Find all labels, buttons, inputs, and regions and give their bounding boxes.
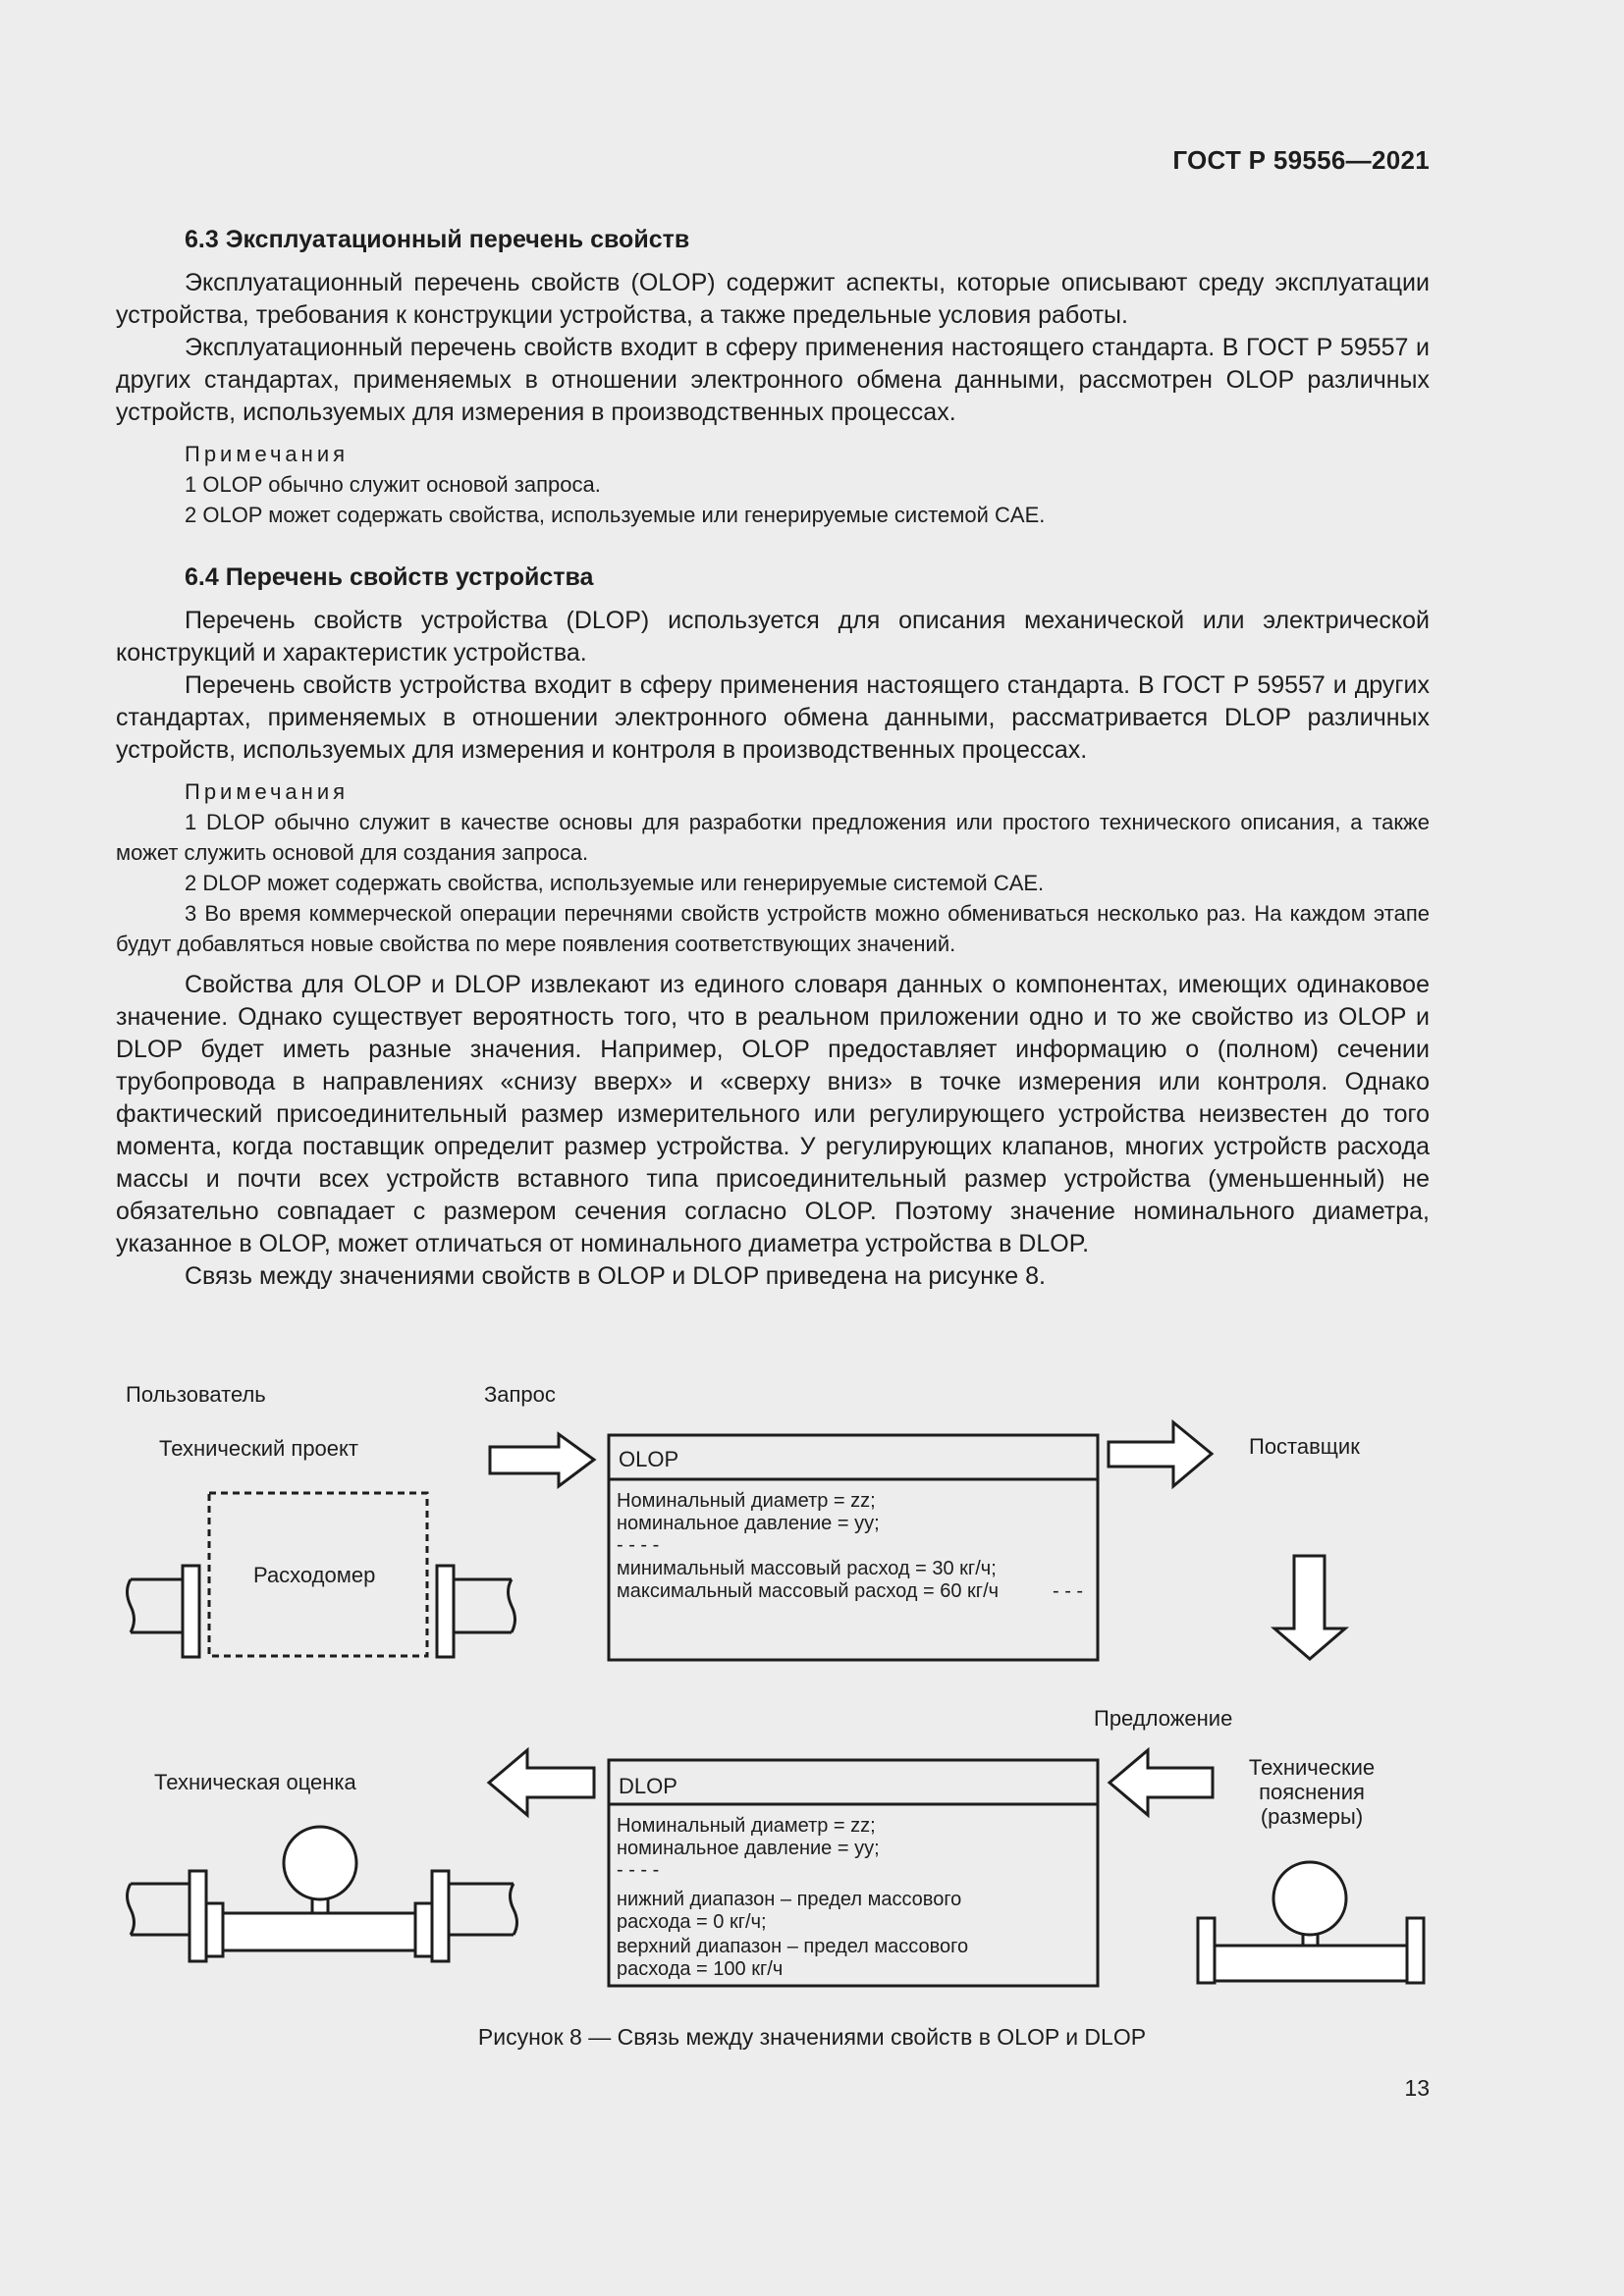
olop-line: максимальный массовый расход = 60 кг/ч [617,1580,1000,1602]
olop-line: минимальный массовый расход = 30 кг/ч; [617,1558,997,1579]
section-6-4-title: 6.4 Перечень свойств устройства [185,563,594,591]
tech-eval-label: Техническая оценка [154,1770,356,1794]
dlop-line: номинальное давление = yy; [617,1838,880,1859]
figure-8 [0,1364,1624,2071]
arrow-right-icon [1109,1422,1212,1486]
notes-heading: Примечания [185,442,350,466]
tech-project-label: Технический проект [159,1436,358,1461]
user-label: Пользователь [126,1382,266,1407]
note-item: 1 DLOP обычно служит в качестве основы для разработки предложения или простого технического описания, а также может служить основой для создания запроса. [116,810,1430,865]
supplier-label: Поставщик [1249,1434,1360,1459]
tech-notes-label: пояснения [1259,1780,1365,1804]
main-text [116,222,1430,1293]
document-code: ГОСТ Р 59556—2021 [1172,145,1430,175]
dlop-line: верхний диапазон – предел массового [617,1936,969,1957]
page-number: 13 [1404,2075,1430,2101]
note-item: 2 DLOP может содержать свойства, используемые или генерируемые системой CAE. [185,871,1045,895]
paragraph: Эксплуатационный перечень свойств входит в сферу применения настоящего стандарта. В ГОСТ Р 59557 и других стандартах, применяемых в отношении электронного обмена данными, рассмотрен OLOP различных устройств, используемых для измерения в производственных процессах. [116,334,1430,426]
notes-block [116,776,1430,959]
note-item: 2 OLOP может содержать свойства, используемые или генерируемые системой CAE. [185,503,1046,527]
arrow-down-icon [1274,1556,1345,1659]
paragraph: Связь между значениями свойств в OLOP и DLOP приведена на рисунке 8. [185,1262,1046,1290]
note-item: 3 Во время коммерческой операции перечнями свойств устройств можно обмениваться несколько раз. На каждом этапе будут добавляться новые свойства по мере появления соответствующих значений. [116,901,1430,956]
olop-line: Номинальный диаметр = zz; [617,1490,876,1512]
note-item: 1 OLOP обычно служит основой запроса. [185,472,601,497]
dlop-line: расхода = 100 кг/ч [617,1958,784,1980]
paragraph: Свойства для OLOP и DLOP извлекают из единого словаря данных о компонентах, имеющих одинаковое значение. Однако существует вероятность того, что в реальном приложении одно и то же свойство из OLOP и DLOP будет иметь разные значения. Например, OLOP предоставляет информацию о (полном) сечении трубопровода в направлениях «снизу вверх» и «сверху вниз» в точке измерения или контроля. Однако фактический присоединительный размер измерительного или регулирующего устройства неизвестен до того момента, когда поставщик определит размер устройства. У регулирующих клапанов, многих устройств расхода массы и почти всех устройств вставного типа присоединительный размер устройства (уменьшенный) не обязательно совпадает с размером сечения согласно OLOP. Поэтому значение номинального диаметра, указанное в OLOP, может отличаться от номинального диаметра устройства в DLOP. [116,971,1430,1257]
paragraph: Перечень свойств устройства (DLOP) используется для описания механической или электрической конструкций и характеристик устройства. [116,607,1430,667]
olop-line: номинальное давление = yy; [617,1513,880,1534]
arrow-left-icon [1110,1750,1213,1815]
tech-notes-label: Технические [1248,1755,1376,1780]
arrow-left-icon [489,1750,594,1815]
offer-label: Предложение [1094,1706,1233,1731]
arrow-right-icon [490,1434,594,1486]
dlop-line: нижний диапазон – предел массового [617,1889,962,1910]
notes-heading: Примечания [185,779,350,804]
section-6-3-title: 6.3 Эксплуатационный перечень свойств [185,226,690,253]
dlop-line: - - - - [617,1859,660,1881]
paragraph: Эксплуатационный перечень свойств (OLOP) содержит аспекты, которые описывают среду эксплуатации устройства, требования к конструкции устройства, а также предельные условия работы. [116,269,1430,329]
flowmeter-label: Расходомер [253,1563,376,1587]
mass-flowmeter-pipe-drawing [128,1827,517,1961]
figure-caption: Рисунок 8 — Связь между значениями свойств в OLOP и DLOP [477,2024,1147,2050]
dlop-title: DLOP [619,1774,677,1798]
notes-block [116,439,1430,530]
tech-notes-label: (размеры) [1260,1804,1364,1829]
olop-trailing-dashes: - - - [1053,1580,1084,1602]
olop-title: OLOP [619,1447,679,1471]
device-dimension-drawing [1198,1862,1424,1983]
dlop-line: Номинальный диаметр = zz; [617,1815,876,1837]
olop-line: - - - - [617,1534,660,1556]
olop-box [609,1435,1098,1660]
request-label: Запрос [484,1382,556,1407]
dlop-line: расхода = 0 кг/ч; [617,1911,767,1933]
dlop-box [609,1760,1098,1986]
paragraph: Перечень свойств устройства входит в сферу применения настоящего стандарта. В ГОСТ Р 59557 и других стандартах, применяемых в отношении электронного обмена данными, рассматривается DLOP различных устройств, используемых для измерения и контроля в производственных процессах. [116,671,1430,764]
